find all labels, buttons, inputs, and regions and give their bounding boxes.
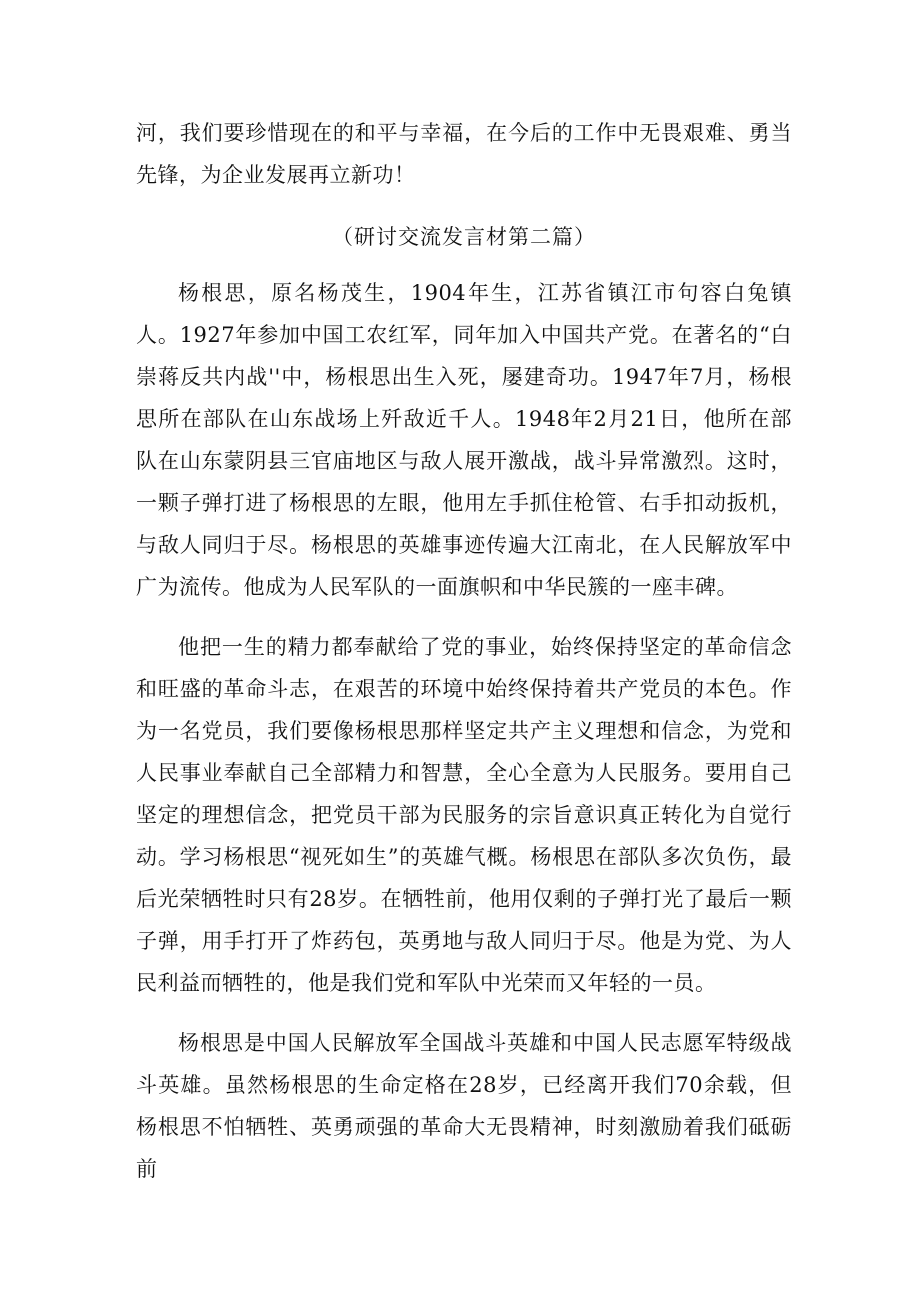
continuation-paragraph: 河，我们要珍惜现在的和平与幸福，在今后的工作中无畏艰难、勇当先锋，为企业发展再立新功！	[136, 121, 792, 187]
paragraph-3: 杨根思是中国人民解放军全国战斗英雄和中国人民志愿军特级战斗英雄。虽然杨根思的生命定格在28岁，已经离开我们70余载，但杨根思不怕牺牲、英勇顽强的革命大无畏精神，时刻激励着我们砥砺前	[136, 1031, 792, 1181]
paragraph-2: 他把一生的精力都奉献给了党的事业，始终保持坚定的革命信念和旺盛的革命斗志，在艰苦的环境中始终保持着共产党员的本色。作为一名党员，我们要像杨根思那样坚定共产主义理想和信念，为党和人民事业奉献自己全部精力和智慧，全心全意为人民服务。要用自己坚定的理想信念，把党员干部为民服务的宗旨意识真正转化为自觉行动。学习杨根思“视死如生”的英雄气概。杨根思在部队多次负伤，最后光荣牺牲时只有28岁。在牺牲前，他用仅剩的子弹打光了最后一颗子弹，用手打开了炸药包，英勇地与敌人同归于尽。他是为党、为人民利益而牺牲的，他是我们党和军队中光荣而又年轻的一员。	[136, 635, 792, 995]
paragraph-1: 杨根思，原名杨茂生，1904年生，江苏省镇江市句容白兔镇人。1927年参加中国工农红军，同年加入中国共产党。在著名的“白崇蒋反共内战''中，杨根思出生入死，屡建奇功。1947年7月，杨根思所在部队在山东战场上歼敌近千人。1948年2月21日，他所在部队在山东蒙阴县三官庙地区与敌人展开激战，战斗异常激烈。这时，一颗子弹打进了杨根思的左眼，他用左手抓住枪管、右手扣动扳机，与敌人同归于尽。杨根思的英雄事迹传遍大江南北，在人民解放军中广为流传。他成为人民军队的一面旗帜和中华民簇的一座丰碑。	[136, 281, 792, 599]
document-body	[136, 112, 792, 1190]
section-title: （研讨交流发言材第二篇）	[332, 225, 596, 249]
